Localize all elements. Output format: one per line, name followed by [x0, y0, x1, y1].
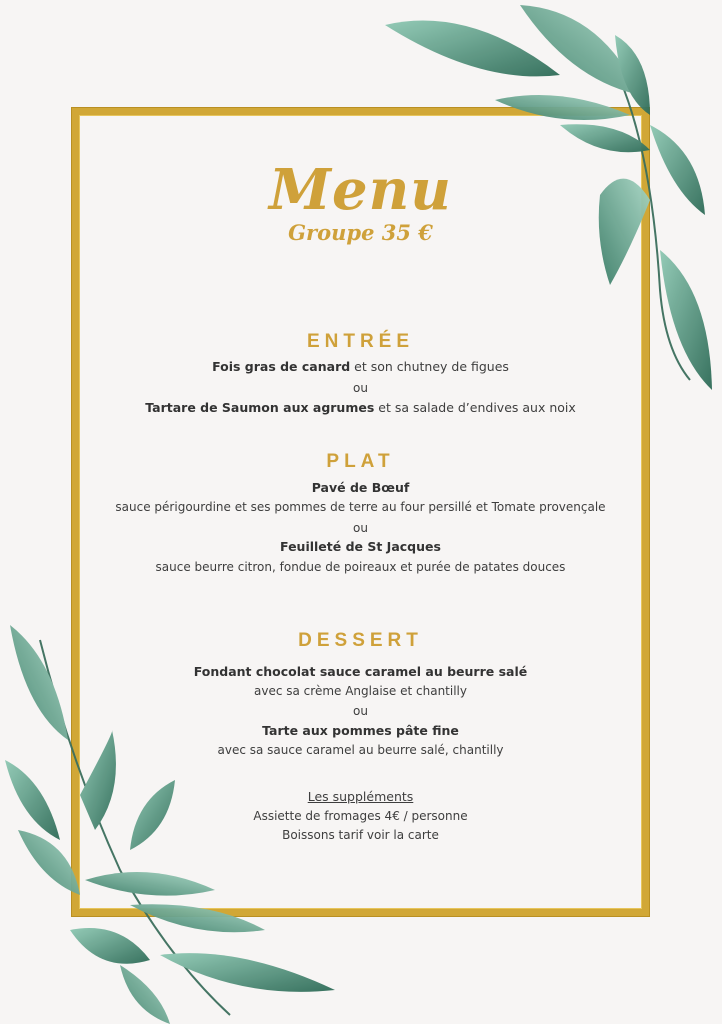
menu-title: Menu — [268, 157, 453, 223]
menu-subtitle: Groupe 35 € — [288, 220, 433, 245]
supplements-title: Les suppléments — [307, 789, 414, 804]
entree-item-2 — [72, 398, 649, 418]
dessert-item-1-desc: avec sa crème Anglaise et chantilly — [254, 684, 467, 698]
dessert-item-1-name — [72, 662, 649, 682]
entree-item-2-name: Tartare de Saumon aux agrumes — [145, 400, 375, 415]
plat-item-1-desc: sauce périgourdine et ses pommes de terre au four persillé et Tomate provençale — [115, 500, 606, 514]
entree-title: ENTRÉE — [306, 331, 415, 352]
dessert-title: DESSERT — [298, 630, 423, 651]
plat-title: PLAT — [326, 451, 395, 472]
entree-item-1-desc: et son chutney de figues — [350, 359, 509, 374]
dessert-or: ou — [353, 704, 368, 718]
entree-or: ou — [353, 381, 368, 395]
entree-item-1 — [72, 357, 649, 377]
plat-item-2-name-text: Feuilleté de St Jacques — [280, 539, 441, 554]
dessert-item-1-name-text: Fondant chocolat sauce caramel au beurre salé — [193, 664, 528, 679]
plat-item-1-name-text: Pavé de Bœuf — [311, 480, 410, 495]
plat-item-2-name — [72, 537, 649, 557]
plat-item-2-desc: sauce beurre citron, fondue de poireaux et purée de patates douces — [155, 560, 566, 574]
dessert-item-2-name — [72, 721, 649, 741]
dessert-item-2-name-text: Tarte aux pommes pâte fine — [262, 723, 459, 738]
entree-item-2-desc: et sa salade d’endives aux noix — [374, 400, 576, 415]
dessert-item-2-desc: avec sa sauce caramel au beurre salé, chantilly — [217, 743, 504, 757]
plat-item-1-name — [72, 478, 649, 498]
supplements-line-2: Boissons tarif voir la carte — [282, 828, 439, 842]
supplements-line-1: Assiette de fromages 4€ / personne — [253, 809, 468, 823]
plat-or: ou — [353, 521, 368, 535]
entree-item-1-name: Fois gras de canard — [212, 359, 351, 374]
